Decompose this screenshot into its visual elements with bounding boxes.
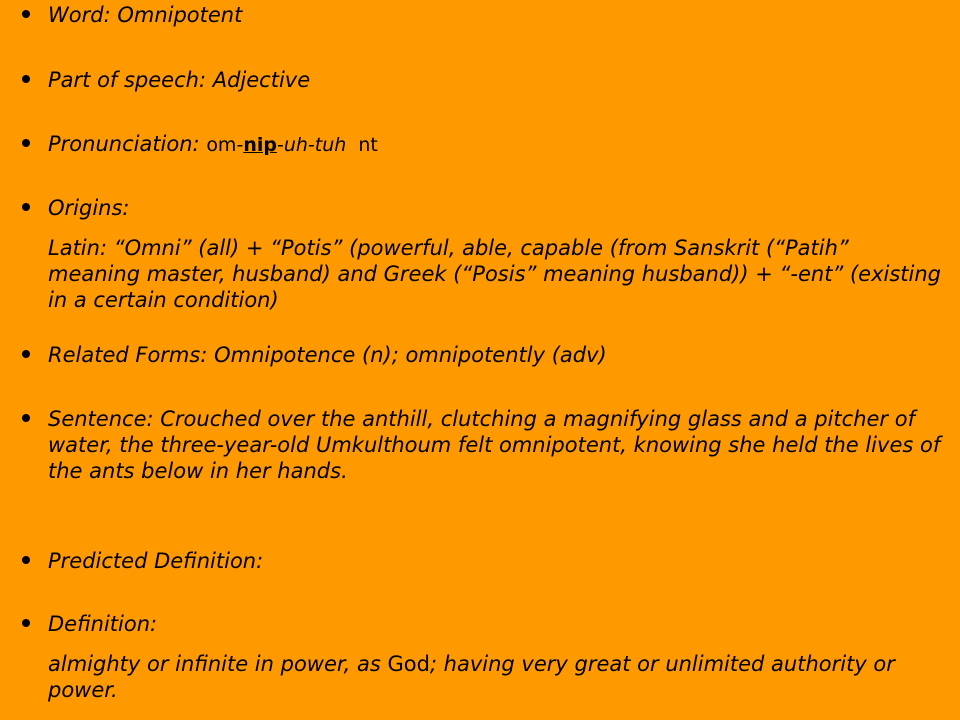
definition-part-b: ; having very great or unlimited authority or power. [48, 652, 895, 702]
bullet-dot [22, 10, 30, 18]
definition-part-a: almighty or infinite in power, as [48, 652, 388, 676]
sentence-text: Sentence: Crouched over the anthill, clutching a magnifying glass and a pitcher of water, the three-year-old Umkulthoum felt omnipotent, knowing she held the lives of the ants below in her hands. [48, 407, 941, 483]
origins-detail: Latin: “Omni” (all) + “Potis” (powerful, able, capable (from Sanskrit (“Patih” meaning master, husband) and Greek (“Posis” meaning husband)) + “-ent” (existing in a certain condition) [48, 236, 942, 312]
related-forms-text: Related Forms: Omnipotence (n); omnipotently (adv) [48, 343, 607, 367]
predicted-definition-text: Predicted Definition: [48, 549, 264, 573]
bullet-dot [22, 556, 30, 564]
pron-part-5: nt [358, 134, 378, 156]
bullet-sentence [22, 406, 946, 484]
bullet-dot [22, 414, 30, 422]
pron-part-3: - [276, 134, 284, 156]
bullet-dot [22, 139, 30, 147]
bullet-pronunciation [22, 131, 946, 158]
bullet-dot [22, 75, 30, 83]
pronunciation-label: Pronunciation: [48, 132, 200, 156]
bullet-origins [22, 195, 946, 313]
bullet-definition [22, 611, 946, 703]
bullet-word [22, 2, 946, 28]
part-of-speech-text: Part of speech: Adjective [48, 68, 311, 92]
bullet-dot [22, 619, 30, 627]
bullet-part-of-speech [22, 67, 946, 93]
pron-stressed-syllable: nip [243, 134, 277, 156]
bullet-related-forms [22, 342, 946, 368]
pronunciation-line [48, 131, 946, 158]
definition-detail [48, 651, 946, 703]
definition-label: Definition: [48, 612, 158, 636]
bullet-dot [22, 203, 30, 211]
pronunciation-value [206, 134, 378, 156]
pron-part-4: uh-tuh [283, 134, 347, 156]
bullet-dot [22, 350, 30, 358]
bullet-predicted-definition [22, 548, 946, 574]
word-text: Word: Omnipotent [48, 3, 243, 27]
definition-god: God [387, 652, 430, 676]
pron-part-1: om- [206, 134, 244, 156]
origins-label: Origins: [48, 196, 130, 220]
